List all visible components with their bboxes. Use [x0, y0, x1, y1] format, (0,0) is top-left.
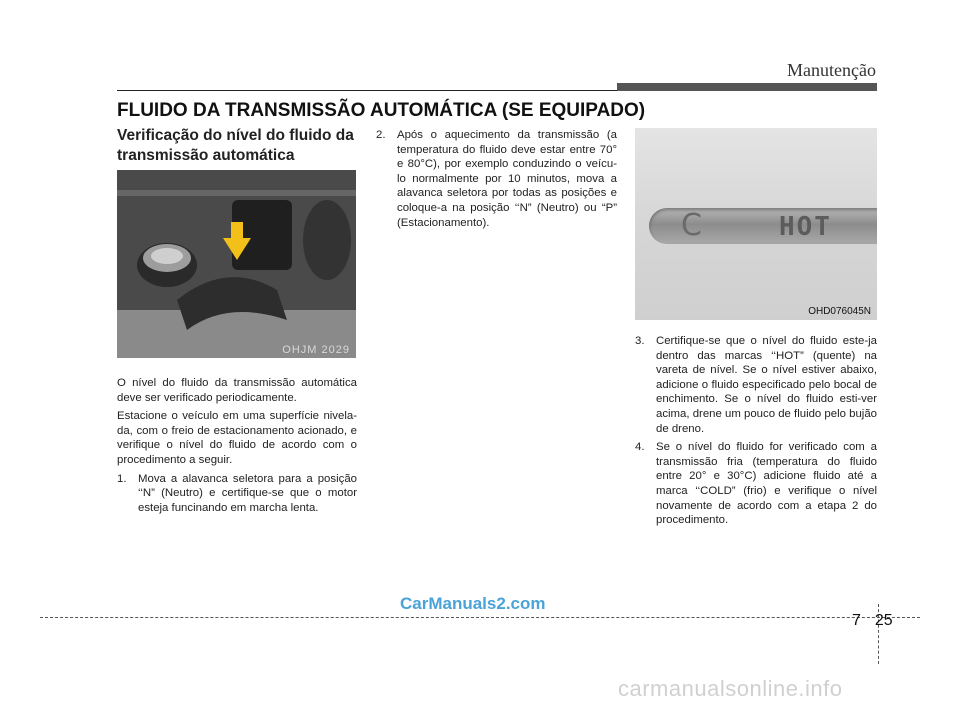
list-item: [635, 334, 877, 436]
dipstick-photo: [635, 128, 877, 320]
list-item-text: Após o aquecimento da transmissão (a temperatura do fluido deve estar entre 70° e 80°C), por exemplo conduzindo o veícu-lo normalmente por 10 minutos, mova a alavanca seletora por todas as posições e coloque-a na posição ‘‘N” (Neutro) ou “P” (Estacionamento).: [397, 129, 617, 229]
header-rule-thick: [617, 83, 877, 91]
engine-bay-photo: [117, 170, 356, 358]
dipstick-mark-hot: HOT: [779, 212, 832, 242]
watermark-link[interactable]: CarManuals2.com: [400, 594, 546, 613]
list-item-text: Mova a alavanca seletora para a posição ‘‘N” (Neutro) e certifique-se que o motor esteja funcinando em marcha lenta.: [138, 472, 357, 514]
dipstick-mark-cold: C: [681, 208, 702, 243]
dipstick: [649, 208, 877, 244]
figure-code-right: OHD076045N: [808, 306, 871, 317]
list-item: [376, 128, 617, 230]
section-title: FLUIDO DA TRANSMISSÃO AUTOMÁTICA (SE EQUIPADO): [117, 100, 646, 121]
list-item-text: Certifique-se que o nível do fluido este-ja dentro das marcas ‘‘HOT” (quente) na vareta de nível. Se o nível estiver abaixo, adicione o fluido especificado pelo bocal de enchimento. Se o nível do fluido esti-ver acima, drene um pouco de fluido pelo bujão de dreno.: [656, 335, 877, 435]
list-item-number: 3.: [635, 335, 645, 347]
header-rule: [117, 90, 617, 91]
footer-divider: [40, 617, 920, 618]
paragraph-intro: O nível do fluido da transmissão automática deve ser verificado periodicamente.: [117, 377, 357, 404]
footer-url: carmanualsonline.info: [618, 676, 843, 701]
subsection-title: Verificação do nível do fluido da transmissão automática: [117, 127, 354, 164]
figure-code-left: OHJM 2029: [282, 344, 350, 356]
header-title: Manutenção: [787, 60, 876, 80]
list-item-text: Se o nível do fluido for verificado com a transmissão fria (temperatura do fluido entre 20° e 30°C) adicione fluido até a marca ‘‘COLD” (frio) e verifique o nível novamente de acordo com a etapa 2 do procedimento.: [656, 441, 877, 527]
list-item: [635, 440, 877, 528]
paragraph-parking: Estacione o veículo em uma superfície nivela-da, com o freio de estacionamento acionado, e verifique o nível do fluido de acordo com o procedimento a seguir.: [117, 410, 357, 466]
list-item-number: 1.: [117, 472, 127, 485]
left-column-text: [117, 376, 357, 515]
middle-column-text: [376, 128, 617, 230]
engine-illustration: [117, 170, 356, 358]
chapter-number: 7: [852, 612, 861, 629]
indicator-arrow-icon: [223, 238, 251, 260]
list-item-number: 2.: [376, 129, 386, 141]
list-item: [117, 472, 357, 516]
page-index: 25: [874, 612, 893, 629]
list-item-number: 4.: [635, 441, 645, 454]
page-number: [852, 612, 893, 630]
right-column-text: [635, 334, 877, 528]
